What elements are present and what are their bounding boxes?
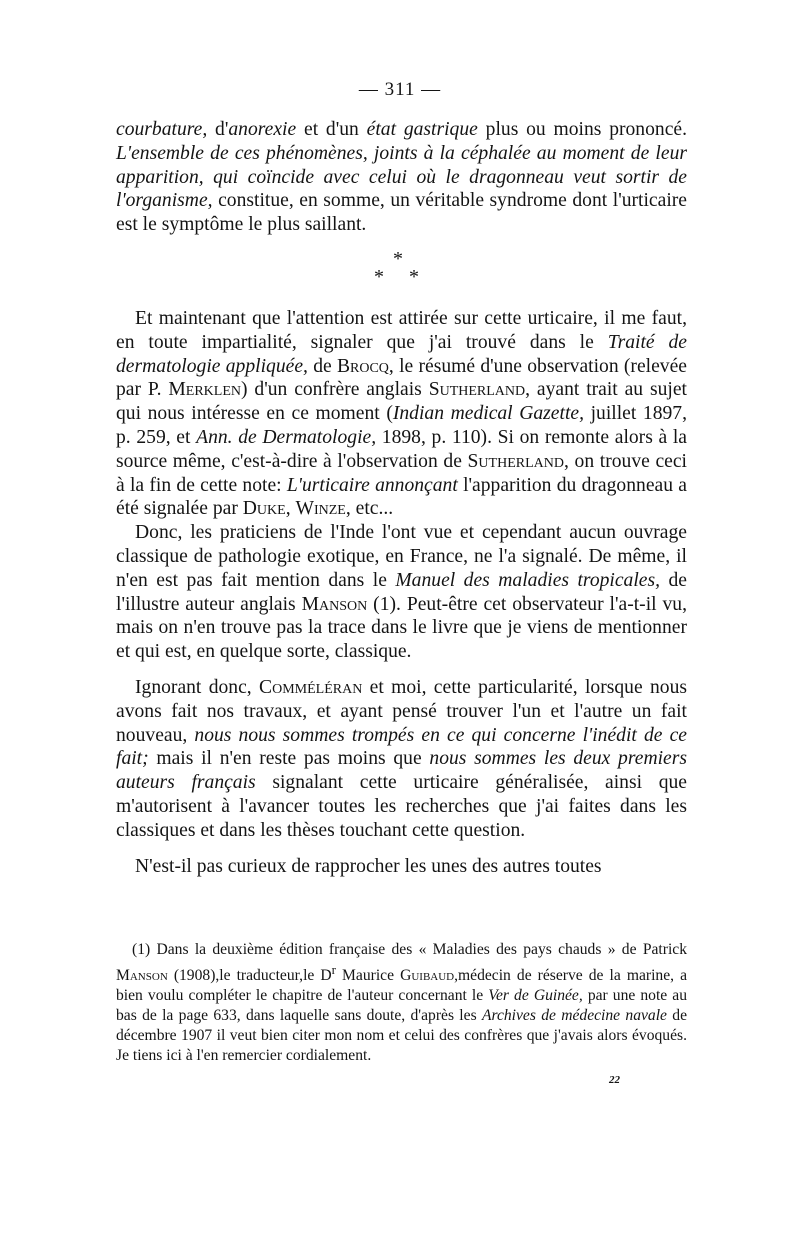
- term-courbature: courbature,: [116, 119, 208, 140]
- book-title: Ver de Guinée,: [488, 987, 583, 1004]
- text-run: Et maintenant que l'attention est attirée sur cette urticaire, il me faut, en toute impartialité, signaler que j'ai trouvé dans le: [116, 307, 687, 353]
- text-run: ,: [285, 498, 296, 520]
- text-run: signalant cette urticaire généralisée, ainsi que m'autorisent à l'avancer toutes les recherches que j'ai faites dans les classiques et dans les thèses touchant cette question.: [116, 772, 688, 841]
- author-name: Merklen: [168, 379, 242, 401]
- author-name: Comméléran: [259, 676, 363, 698]
- text-run: N'est-il pas curieux de rapprocher les unes des autres toutes: [135, 855, 602, 877]
- text-run: constitue, en somme, un véritable syndrome dont l'urticaire est le symptôme le plus saillant.: [116, 190, 687, 236]
- footnote: [116, 940, 687, 1066]
- text-run: de l'illustre auteur anglais: [116, 569, 687, 615]
- asterisk: *: [409, 265, 419, 288]
- term-etat-gastrique: état gastrique: [366, 119, 478, 140]
- text-run: plus ou moins prononcé.: [477, 119, 687, 140]
- book-title: Traité de dermatologie appliquée,: [116, 331, 688, 377]
- text-run: (1) Dans la deuxième édition française des « Maladies des pays chauds » de Patrick: [132, 941, 687, 958]
- text-run: de décembre 1907 il veut bien citer mon nom et celui des confrères que j'avais alors évoqués. Je tiens ici à l'en remercier cordialement.: [116, 1006, 687, 1064]
- text-run: par une note au bas de la page 633, dans laquelle sans doute, d'après les: [116, 987, 687, 1024]
- footnote-text: [116, 940, 687, 1066]
- quote-emphasis: L'urticaire annonçant: [286, 474, 458, 496]
- journal-title: Archives de médecine navale: [481, 1006, 667, 1024]
- emphasis-sentence: L'ensemble de ces phénomènes, joints à la céphalée au moment de leur apparition, qui coïncide avec celui où le dragonneau veut sortir de l'organisme,: [116, 142, 687, 212]
- asterism-separator: [116, 241, 687, 301]
- author-name: Manson: [301, 593, 368, 615]
- asterisk: *: [374, 265, 384, 288]
- text-run: et moi, cette particularité, lorsque nous avons fait nos travaux, et ayant pensé trouver l'un et l'autre un fait nouveau,: [116, 676, 687, 746]
- text-run: juillet 1897, p. 259, et: [116, 403, 687, 448]
- journal-title: Indian medical Gazette,: [392, 403, 584, 425]
- text-run: d': [207, 119, 229, 140]
- author-name: Duke: [242, 498, 286, 520]
- page-number: — 311 —: [358, 79, 442, 100]
- author-name: Sutherland: [428, 379, 526, 401]
- text-run: , on trouve ceci à la fin de cette note:: [116, 450, 687, 496]
- printer-signature-mark: 22: [609, 1074, 620, 1086]
- text-run: Maurice: [336, 967, 401, 985]
- text-run: de: [307, 355, 337, 377]
- journal-title: Ann. de Dermatologie,: [196, 426, 377, 448]
- text-run: et d'un: [296, 119, 367, 140]
- text-run: , etc...: [345, 498, 394, 520]
- author-name: Winze: [295, 498, 346, 520]
- text-run: , le résumé d'une observation (relevée par P.: [116, 355, 687, 401]
- paragraph-2: [116, 307, 687, 521]
- paragraph-3: [116, 521, 687, 664]
- text-run: ) d'un confrère anglais: [241, 379, 429, 401]
- term-anorexie: anorexie: [228, 119, 297, 140]
- text-run: mais il n'en reste pas moins que: [148, 748, 430, 770]
- body-text: [116, 118, 687, 878]
- author-name: Sutherland: [467, 450, 564, 472]
- author-name: Manson: [116, 967, 168, 985]
- paragraph-5: [116, 855, 687, 879]
- emphasis-phrase: nous sommes les deux premiers auteurs français: [116, 748, 687, 794]
- text-run: Donc, les praticiens de l'Inde l'ont vue et cependant aucun ouvrage classique de pathologie exotique, en France, ne l'a signalé. De même, il n'en est pas fait mention dans le: [116, 522, 687, 591]
- text-run: (1). Peut-être cet observateur l'a-t-il vu, mais on n'en trouve pas la trace dans le livre que je viens de mentionner et qui est, en quelque sorte, classique.: [116, 593, 688, 663]
- author-name: Brocq: [336, 355, 389, 377]
- text-run: (1908),le traducteur,le D: [167, 967, 332, 985]
- text-run: Ignorant donc,: [135, 676, 260, 698]
- text-run: 1898, p. 110). Si on remonte alors à la source même, c'est-à-dire à l'observation de: [116, 426, 687, 472]
- paragraph-4: [116, 676, 687, 843]
- superscript: r: [331, 961, 336, 977]
- author-name: Guibaud: [400, 967, 455, 985]
- emphasis-phrase: nous nous sommes trompés en ce qui concerne l'inédit de ce fait;: [116, 724, 687, 770]
- text-run: , ayant trait au sujet qui nous intéresse en ce moment (: [116, 379, 687, 425]
- paragraph-1: [116, 118, 687, 237]
- text-run: ,médecin de réserve de la marine, a bien voulu compléter le chapitre de l'auteur concernant le: [116, 967, 687, 1004]
- text-run: l'apparition du dragonneau a été signalée par: [116, 474, 687, 520]
- asterisk: *: [393, 247, 403, 270]
- book-title: Manuel des maladies tropicales,: [395, 569, 661, 591]
